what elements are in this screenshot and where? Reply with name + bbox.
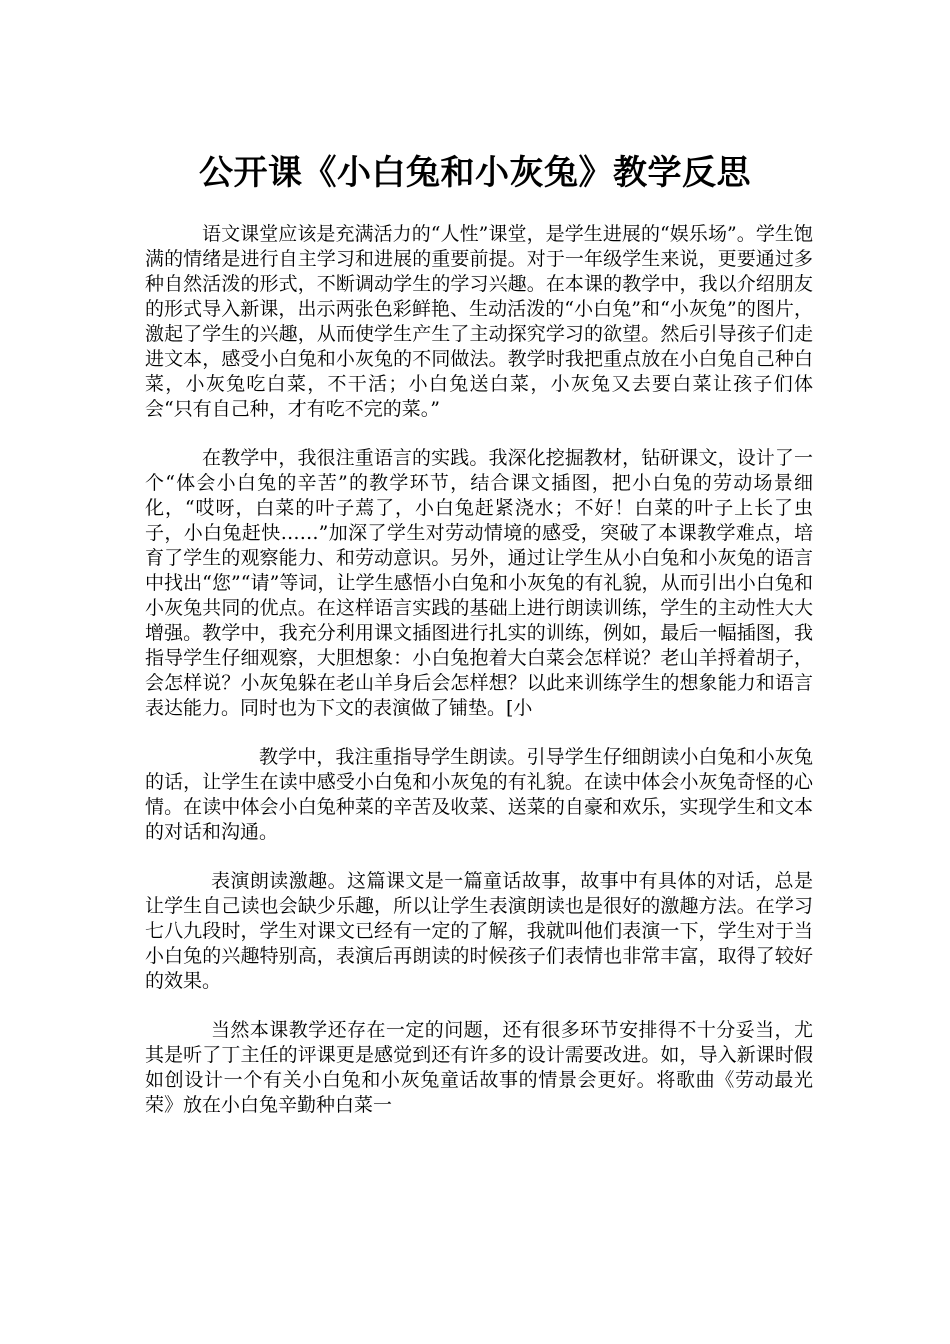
paragraph-performance-reading: 表演朗读激趣。这篇课文是一篇童话故事，故事中有具体的对话，总是让学生自己读也会缺少乐趣，所以让学生表演朗读也是很好的激趣方法。在学习七八九段时，学生对课文已经有一定的了解，我就叫他们表演一下，学生对于当小白兔的兴趣特别高，表演后再朗读的时候孩子们表情也非常丰富，取得了较好的效果。 xyxy=(145,870,813,992)
paragraph-reading-guidance: 教学中，我注重指导学生朗读。引导学生仔细朗读小白兔和小灰兔的话，让学生在读中感受小白兔和小灰兔的有礼貌。在读中体会小灰兔奇怪的心情。在读中体会小白兔种菜的辛苦及收菜、送菜的自豪和欢乐，实现学生和文本的对话和沟通。 xyxy=(145,746,813,843)
document-body xyxy=(145,222,813,1142)
document-title: 公开课《小白兔和小灰兔》教学反思 xyxy=(199,152,751,193)
paragraph-language-practice: 在教学中，我很注重语言的实践。我深化挖掘教材，钻研课文，设计了一个“体会小白兔的辛苦”的教学环节，结合课文插图，把小白兔的劳动场景细化，“哎呀，白菜的叶子蔫了，小白兔赶紧浇水；不好！白菜的叶子上长了虫子，小白兔赶快……”加深了学生对劳动情境的感受，突破了本课教学难点，培育了学生的观察能力、和劳动意识。另外，通过让学生从小白兔和小灰兔的语言中找出“您”“请”等词，让学生感悟小白兔和小灰兔的有礼貌，从而引出小白兔和小灰兔共同的优点。在这样语言实践的基础上进行朗读训练，学生的主动性大大增强。教学中，我充分利用课文插图进行扎实的训练，例如，最后一幅插图，我指导学生仔细观察，大胆想象：小白兔抱着大白菜会怎样说？老山羊捋着胡子，会怎样说？小灰兔躲在老山羊身后会怎样想？以此来训练学生的想象能力和语言表达能力。同时也为下文的表演做了铺垫。[小 xyxy=(145,447,813,719)
paragraph-shortcomings: 当然本课教学还存在一定的问题，还有很多环节安排得不十分妥当，尤其是听了丁主任的评课更是感觉到还有许多的设计需要改进。如，导入新课时假如创设计一个有关小白兔和小灰兔童话故事的情景会更好。将歌曲《劳动最光荣》放在小白兔辛勤种白菜一 xyxy=(145,1019,813,1116)
paragraph-intro: 语文课堂应该是充满活力的“人性”课堂，是学生进展的“娱乐场”。学生饱满的情绪是进行自主学习和进展的重要前提。对于一年级学生来说，更要通过多种自然活泼的形式，不断调动学生的学习兴趣。在本课的教学中，我以介绍朋友的形式导入新课，出示两张色彩鲜艳、生动活泼的“小白兔”和“小灰兔”的图片，激起了学生的兴趣，从而使学生产生了主动探究学习的欲望。然后引导孩子们走进文本，感受小白兔和小灰兔的不同做法。教学时我把重点放在小白兔自己种白菜，小灰兔吃白菜，不干活；小白兔送白菜，小灰兔又去要白菜让孩子们体会“只有自己种，才有吃不完的菜。” xyxy=(145,223,813,420)
